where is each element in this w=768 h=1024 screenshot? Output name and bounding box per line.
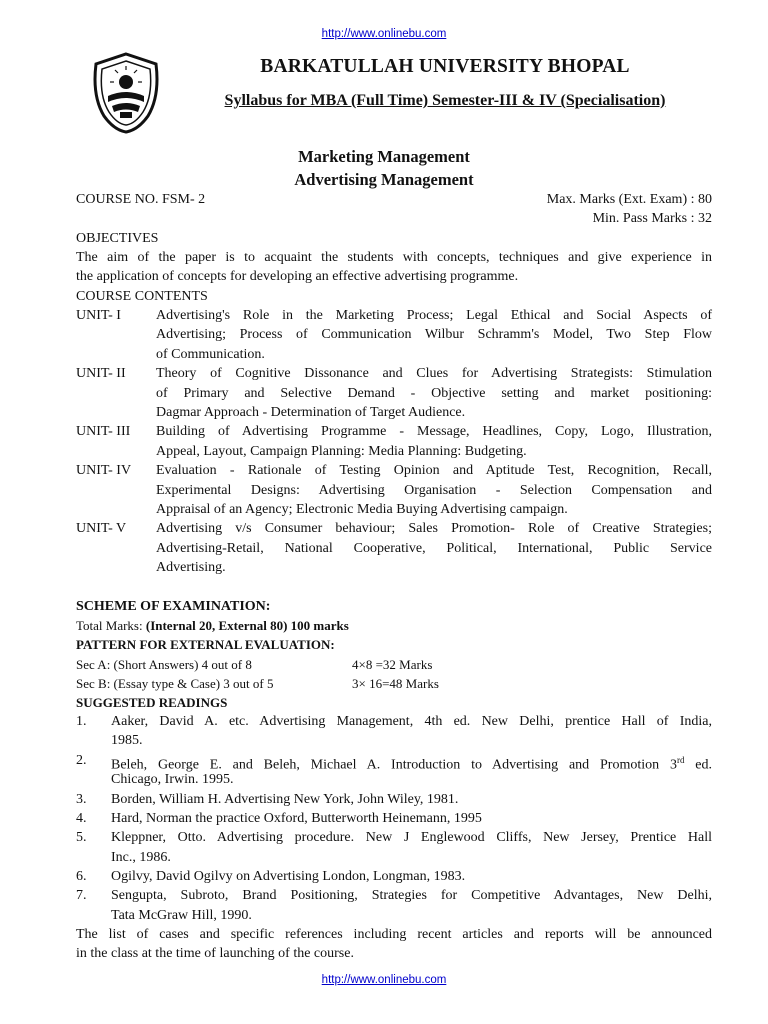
reading-text: Sengupta, Subroto, Brand Positioning, Strategies for Competitive Advantages, New Delhi, [111, 888, 712, 903]
unit-text: Advertising v/s Consumer behaviour; Sales Promotion- Role of Creative Strategies; [156, 521, 712, 536]
readings-heading: SUGGESTED READINGS [76, 695, 228, 710]
unit-text: Advertising; Process of Communication Wilbur Schramm's Model, Two Step Flow [156, 327, 712, 342]
bottom-website-link[interactable]: http://www.onlinebu.com [321, 974, 447, 986]
max-marks: Max. Marks (Ext. Exam) : 80 [546, 192, 712, 207]
unit-label: UNIT- II [76, 366, 126, 381]
closing-note: The list of cases and specific references including recent articles and reports will be announced [76, 927, 712, 942]
unit-text: of Primary and Selective Demand - Objective setting and market positioning: [156, 386, 712, 401]
objectives-line: the application of concepts for developing an effective advertising programme. [76, 269, 519, 284]
top-website-link[interactable]: http://www.onlinebu.com [321, 28, 447, 40]
reading-text: Kleppner, Otto. Advertising procedure. New J Englewood Cliffs, New Jersey, Prentice Hall [111, 830, 712, 845]
reading-number: 4. [76, 811, 87, 826]
unit-text: of Communication. [156, 347, 265, 362]
unit-text: Appeal, Layout, Campaign Planning: Media Planning: Budgeting. [156, 444, 527, 459]
section-b: Sec B: (Essay type & Case) 3 out of 5 [76, 676, 274, 691]
unit-text: Evaluation - Rationale of Testing Opinion and Aptitude Test, Recognition, Recall, [156, 463, 712, 478]
reading-number: 1. [76, 714, 87, 729]
scheme-heading: SCHEME OF EXAMINATION: [76, 599, 271, 614]
total-marks-label: Total Marks: [76, 618, 146, 633]
reading-number: 6. [76, 869, 87, 884]
unit-label: UNIT- I [76, 308, 121, 323]
unit-label: UNIT- III [76, 424, 131, 439]
reading-text: Tata McGraw Hill, 1990. [111, 908, 252, 923]
section-a-marks: 4×8 =32 Marks [352, 657, 433, 672]
min-pass-marks: Min. Pass Marks : 32 [592, 211, 712, 226]
reading-text: Aaker, David A. etc. Advertising Management, 4th ed. New Delhi, prentice Hall of India, [111, 714, 712, 729]
reading-text-main: Beleh, George E. and Beleh, Michael A. Introduction to Advertising and Promotion 3 [111, 757, 677, 773]
unit-text: Appraisal of an Agency; Electronic Media Buying Advertising campaign. [156, 502, 568, 517]
course-number: COURSE NO. FSM- 2 [76, 192, 206, 207]
unit-text: Advertising. [156, 560, 226, 575]
reading-number: 3. [76, 792, 87, 807]
unit-text: Building of Advertising Programme - Message, Headlines, Copy, Logo, Illustration, [156, 424, 712, 439]
total-marks-value: (Internal 20, External 80) 100 marks [145, 618, 349, 633]
unit-text: Experimental Designs: Advertising Organisation - Selection Compensation and [156, 483, 712, 498]
reading-text: Inc., 1986. [111, 850, 171, 865]
reading-text: Hard, Norman the practice Oxford, Butterworth Heinemann, 1995 [111, 811, 482, 826]
unit-label: UNIT- IV [76, 463, 132, 478]
unit-text: Dagmar Approach - Determination of Target Audience. [156, 405, 466, 420]
unit-text: Advertising's Role in the Marketing Process; Legal Ethical and Social Aspects of [156, 308, 712, 323]
reading-text: Ogilvy, David Ogilvy on Advertising London, Longman, 1983. [111, 869, 466, 884]
closing-note: in the class at the time of launching of the course. [76, 946, 354, 961]
unit-text: Theory of Cognitive Dissonance and Clues for Advertising Strategists: Stimulation [156, 366, 712, 381]
syllabus-subtitle: Syllabus for MBA (Full Time) Semester-III & IV (Specialisation) [224, 92, 666, 109]
unit-text: Advertising-Retail, National Cooperative, Political, International, Public Service [156, 541, 712, 556]
university-logo [90, 52, 162, 134]
unit-label: UNIT- V [76, 521, 127, 536]
paper-title: Marketing Management [298, 147, 470, 166]
reading-text-end: ed. [684, 757, 712, 773]
reading-text: Borden, William H. Advertising New York, John Wiley, 1981. [111, 792, 459, 807]
course-contents-heading: COURSE CONTENTS [76, 289, 208, 304]
reading-number: 7. [76, 888, 87, 903]
course-title: Advertising Management [294, 170, 474, 189]
section-b-marks: 3× 16=48 Marks [352, 676, 439, 691]
reading-superscript: rd [676, 755, 685, 765]
objectives-heading: OBJECTIVES [76, 231, 159, 246]
reading-number: 5. [76, 830, 87, 845]
university-title: BARKATULLAH UNIVERSITY BHOPAL [260, 56, 630, 77]
pattern-heading: PATTERN FOR EXTERNAL EVALUATION: [76, 637, 335, 652]
total-marks [76, 616, 349, 635]
reading-text: 1985. [111, 733, 143, 748]
reading-number: 2. [76, 753, 87, 768]
reading-text: Chicago, Irwin. 1995. [111, 772, 234, 787]
objectives-line: The aim of the paper is to acquaint the students with concepts, techniques and give experience in [76, 250, 712, 265]
section-a: Sec A: (Short Answers) 4 out of 8 [76, 657, 252, 672]
